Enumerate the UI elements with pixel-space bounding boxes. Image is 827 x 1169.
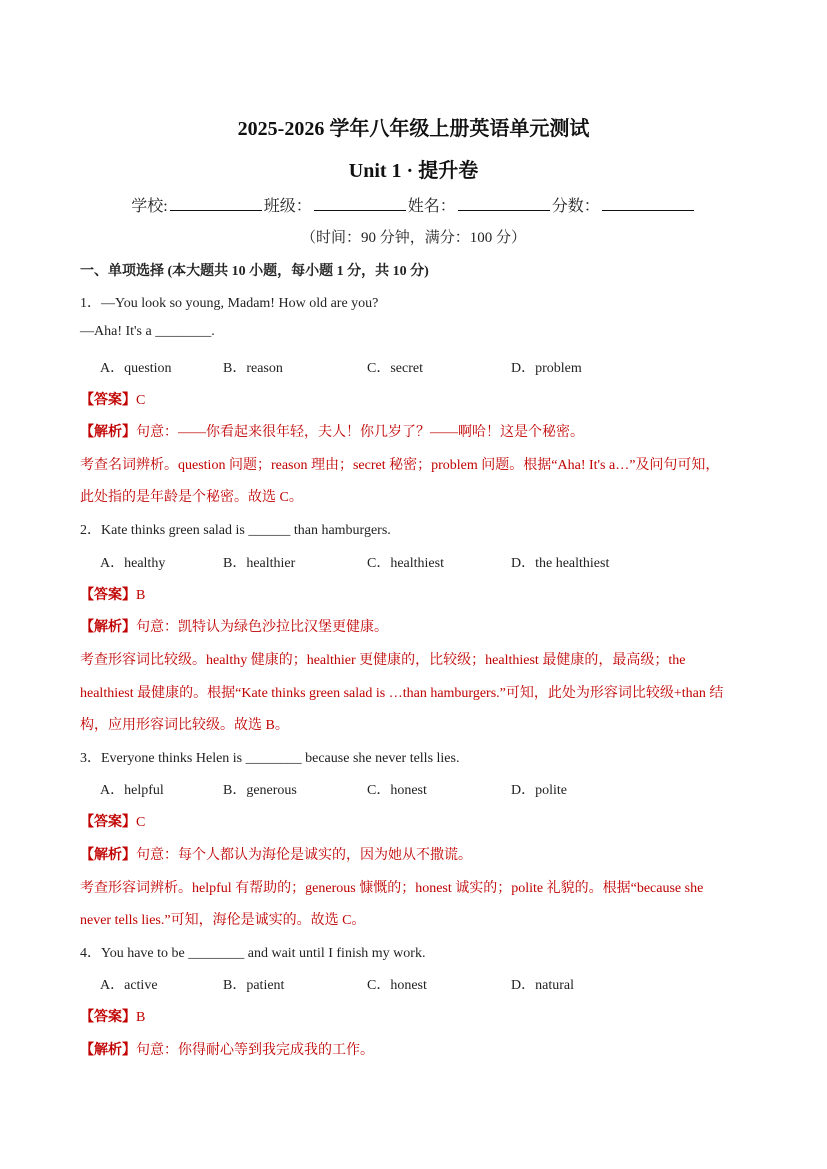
school-label: 学校:	[131, 198, 168, 215]
option-d: D．polite	[511, 783, 567, 798]
answer-value: C	[136, 815, 146, 830]
question-text: 4．You have to be ________ and wait until I finish my work.	[80, 946, 426, 961]
question-text: —Aha! It's a ________.	[80, 324, 215, 339]
option-c: C．secret	[367, 361, 423, 376]
analysis-label: 【解析】	[80, 620, 136, 635]
answer-label: 【答案】	[80, 393, 136, 408]
option-c: C．honest	[367, 783, 427, 798]
time-info: （时间：90 分钟，满分：100 分）	[300, 230, 526, 246]
analysis-text: 考查形容词比较级。healthy 健康的；healthier 更健康的，比较级；healthiest 最健康的，最高级；the	[80, 653, 686, 668]
question-text: 3．Everyone thinks Helen is ________ because she never tells lies.	[80, 751, 460, 766]
option-d: D．the healthiest	[511, 556, 610, 571]
analysis-text: never tells lies.”可知，海伦是诚实的。故选 C。	[80, 913, 366, 928]
analysis-label: 【解析】	[80, 848, 136, 863]
analysis-text: 构，应用形容词比较级。故选 B。	[80, 718, 289, 733]
class-blank	[314, 196, 406, 211]
option-a: A．helpful	[100, 783, 164, 798]
answer-line	[80, 1006, 145, 1026]
analysis-text: 句意：凯特认为绿色沙拉比汉堡更健康。	[136, 620, 388, 635]
analysis-label: 【解析】	[80, 425, 136, 440]
class-label: 班级：	[263, 198, 312, 215]
option-d: D．natural	[511, 978, 574, 993]
page-title: 2025-2026 学年八年级上册英语单元测试	[237, 118, 590, 140]
section-heading: 一、单项选择 (本大题共 10 小题，每小题 1 分，共 10 分)	[80, 264, 429, 279]
option-c: C．healthiest	[367, 556, 444, 571]
option-a: A．healthy	[100, 556, 166, 571]
name-blank	[458, 196, 550, 211]
option-b: B．healthier	[223, 556, 296, 571]
option-b: B．patient	[223, 978, 285, 993]
answer-line	[80, 811, 145, 831]
answer-label: 【答案】	[80, 588, 136, 603]
score-blank	[602, 196, 694, 211]
question-text: 2．Kate thinks green salad is ______ than hamburgers.	[80, 523, 391, 538]
analysis-text: 句意：——你看起来很年轻，夫人！你几岁了？——啊哈！这是个秘密。	[136, 425, 584, 440]
analysis-line	[80, 844, 472, 864]
answer-value: B	[136, 588, 146, 603]
answer-label: 【答案】	[80, 815, 136, 830]
option-a: A．active	[100, 978, 158, 993]
answer-value: B	[136, 1010, 146, 1025]
analysis-text: 句意：你得耐心等到我完成我的工作。	[136, 1043, 374, 1058]
answer-line	[80, 389, 145, 409]
analysis-text: 此处指的是年龄是个秘密。故选 C。	[80, 490, 303, 505]
option-b: B．reason	[223, 361, 283, 376]
analysis-line	[80, 421, 584, 441]
name-label: 姓名：	[407, 198, 456, 215]
option-b: B．generous	[223, 783, 297, 798]
answer-label: 【答案】	[80, 1010, 136, 1025]
analysis-text: 考查形容词辨析。helpful 有帮助的；generous 慷慨的；honest 诚实的；polite 礼貌的。根据“because she	[80, 881, 704, 896]
analysis-label: 【解析】	[80, 1043, 136, 1058]
question-text: 1．—You look so young, Madam! How old are you?	[80, 296, 379, 311]
answer-line	[80, 584, 145, 604]
analysis-text: 句意：每个人都认为海伦是诚实的，因为她从不撒谎。	[136, 848, 472, 863]
analysis-line	[80, 616, 388, 636]
option-c: C．honest	[367, 978, 427, 993]
answer-value: C	[136, 393, 146, 408]
student-info-row	[0, 193, 827, 216]
option-d: D．problem	[511, 361, 582, 376]
option-a: A．question	[100, 361, 172, 376]
school-blank	[170, 196, 262, 211]
analysis-text: 考查名词辨析。question 问题；reason 理由；secret 秘密；problem 问题。根据“Aha! It's a…”及问句可知，	[80, 458, 720, 473]
analysis-text: healthiest 最健康的。根据“Kate thinks green salad is …than hamburgers.”可知，此处为形容词比较级+than 结	[80, 686, 724, 701]
score-label: 分数：	[551, 198, 600, 215]
page-subtitle: Unit 1 · 提升卷	[348, 160, 479, 182]
analysis-line	[80, 1039, 374, 1059]
